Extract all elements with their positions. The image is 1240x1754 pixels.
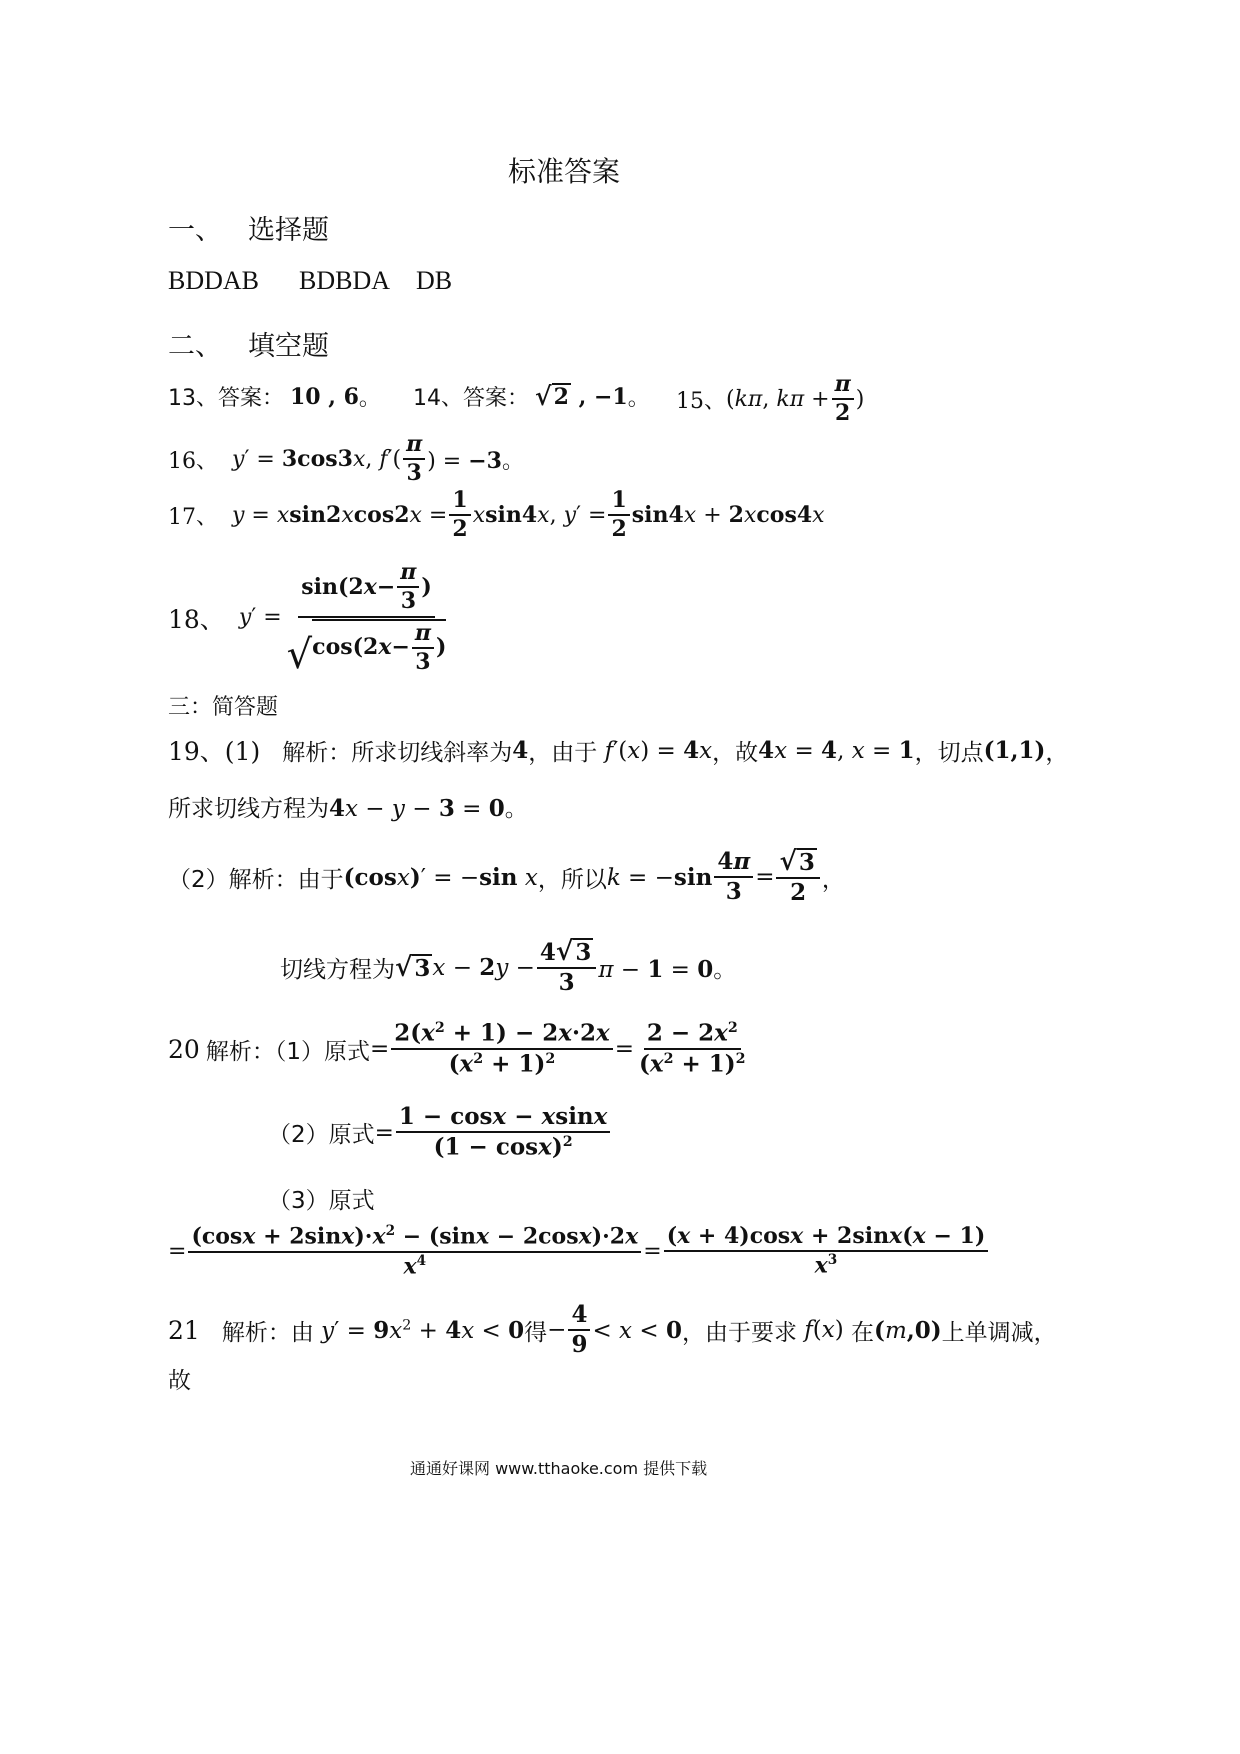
question-label: 21	[168, 1315, 200, 1345]
fraction: $\frac{2(x^2 + 1) - 2x\cdot 2x}{(x^2 + 1)^2}$	[391, 1020, 612, 1078]
fraction: $\frac{(\cos x + 2\sin x)\cdot x^2 - (\sin x - 2\cos x)\cdot 2x}{x^4}$	[188, 1224, 641, 1279]
text: 切线方程为	[280, 956, 395, 983]
section-number: 二、	[168, 331, 222, 362]
answer-19-2: （2）解析：由于 (cosx)′ = −sin x ，所以 k = −sin $\frac{4\pi}{3}$ = √ 3 2 ，	[168, 845, 845, 907]
page-title: 标准答案	[508, 155, 621, 188]
section-heading-short: 三：简答题	[168, 695, 279, 720]
text: （2）原式	[268, 1122, 375, 1149]
answer-13: 13、答案： 10 , 6 。	[168, 381, 381, 412]
text: 解析：（1）原式	[205, 1038, 370, 1065]
fraction: sin(2 x − $\frac{\pi}{3}$ ) √ cos(2 x − $\frac{\pi}{3}$ )	[286, 559, 447, 679]
fraction: $\frac{1}{2}$	[608, 488, 629, 543]
text: ，故	[712, 739, 759, 766]
question-label: 20	[168, 1034, 200, 1064]
answer-value: −1	[593, 383, 628, 410]
text: 在	[851, 1319, 875, 1346]
fraction: √ 3 2	[776, 848, 819, 907]
answer-group: BDBDA	[299, 266, 391, 295]
section-name: 选择题	[248, 215, 329, 246]
footer-credit: 通通好课网 www.tthaoke.com 提供下载	[410, 1459, 708, 1478]
answer-group: BDDAB	[168, 266, 260, 295]
fraction: $\frac{1}{2}$	[449, 488, 470, 543]
sqrt-2: √ 2	[535, 381, 569, 412]
text: 得	[524, 1319, 548, 1346]
fraction: $\frac{4}{9}$	[568, 1302, 590, 1359]
text: ，切点	[914, 739, 984, 766]
question-label: 17、	[168, 504, 218, 530]
fraction: $\frac{1 - \cos x - xsinx}{(1 - \cos x)^2}$	[396, 1104, 610, 1162]
answer-18: 18、 y′ = sin(2 x − $\frac{\pi}{3}$ ) √ cos(2 x − $\frac{\pi}{3}$ )	[168, 560, 451, 675]
question-label: 19、(1)	[168, 737, 261, 766]
choice-answers	[168, 266, 452, 296]
answer-20-1: 20 解析：（1）原式 = $\frac{2(x^2 + 1) - 2x\cdot 2x}{(x^2 + 1)^2}$ = $\frac{2 - 2x^2}{(x^2 + 1)^2}$	[168, 1020, 751, 1078]
text: （2）解析：由于	[168, 866, 344, 893]
fraction: 4 √ 3 3	[537, 938, 596, 997]
section-number: 一、	[168, 215, 222, 246]
answer-21-line2: 故	[168, 1368, 191, 1394]
answer-19-2-line2: 切线方程为 √ 3 x − 2y − 4 √ 3 3 π − 1 = 0。	[280, 935, 737, 997]
answer-20-3: = $\frac{(\cos x + 2\sin x)\cdot x^2 - (\sin x - 2\cos x)\cdot 2x}{x^4}$ = $\frac{(x + 4)\cos x + 2\sin x(x - 1)}{x^3}$	[168, 1224, 990, 1279]
answer-16: 16、 y′ = 3cos3x, f′( $\frac{\pi}{3}$ ) = −3。	[168, 431, 524, 487]
answer-17: 17、 y = xsin2xcos2x = $\frac{1}{2}$ xsin4x, y′ = $\frac{1}{2}$ sin4x + 2xcos4x	[168, 487, 825, 543]
fraction: $\frac{\pi}{3}$	[403, 432, 425, 487]
question-label: 14、答案：	[413, 386, 529, 411]
question-label: 15、	[676, 388, 726, 414]
answer-value: 6	[343, 383, 359, 410]
section-name: 填空题	[248, 331, 329, 362]
text: 上单调减，	[941, 1319, 1057, 1346]
answer-value: 10	[290, 383, 321, 410]
fraction: $\frac{(x + 4)\cos x + 2\sin x(x - 1)}{x^3}$	[664, 1224, 989, 1279]
question-label: 13、答案：	[168, 386, 284, 411]
fraction: $\frac{2 - 2x^2}{(x^2 + 1)^2}$	[638, 1019, 746, 1078]
question-label: 16、	[168, 448, 218, 474]
fraction: $\frac{\pi}{2}$	[832, 372, 854, 427]
text: 所求切线方程为	[168, 796, 329, 822]
text: ，所以	[537, 866, 607, 893]
answer-group: DB	[416, 266, 453, 295]
answer-19-1: 19、(1) 解析：所求切线斜率为 4 ，由于 f′(x) = 4x ，故 4x = 4, x = 1 ，切点 (1,1) ，	[168, 732, 1068, 768]
answer-14: 14、答案： √ 2 , −1 。	[413, 381, 650, 412]
section-heading-fill	[168, 324, 329, 363]
answer-15: 15、 (kπ, kπ + $\frac{\pi}{2}$ )	[676, 371, 865, 427]
answer-20-2: （2）原式 = $\frac{1 - \cos x - xsinx}{(1 - \cos x)^2}$	[268, 1104, 612, 1162]
text: 解析：由	[221, 1319, 314, 1346]
text: ，由于要求	[681, 1319, 797, 1346]
answer-21: 21 解析：由 $y' = 9x^2 + 4x < 0$ 得 − $\frac{4}{9}$ < x < 0 ，由于要求 f(x) 在 (m,0) 上单调减，	[168, 1301, 1057, 1359]
question-label: 18、	[168, 604, 225, 634]
fraction: $\frac{4\pi}{3}$	[714, 849, 753, 906]
answer-19-1-line2: 所求切线方程为 4x − y − 3 = 0。	[168, 790, 528, 823]
text: ，由于	[528, 739, 598, 766]
answer-20-3-label: （3）原式	[268, 1188, 375, 1214]
text: 解析：所求切线斜率为	[282, 739, 513, 766]
section-heading-choice	[168, 208, 329, 247]
